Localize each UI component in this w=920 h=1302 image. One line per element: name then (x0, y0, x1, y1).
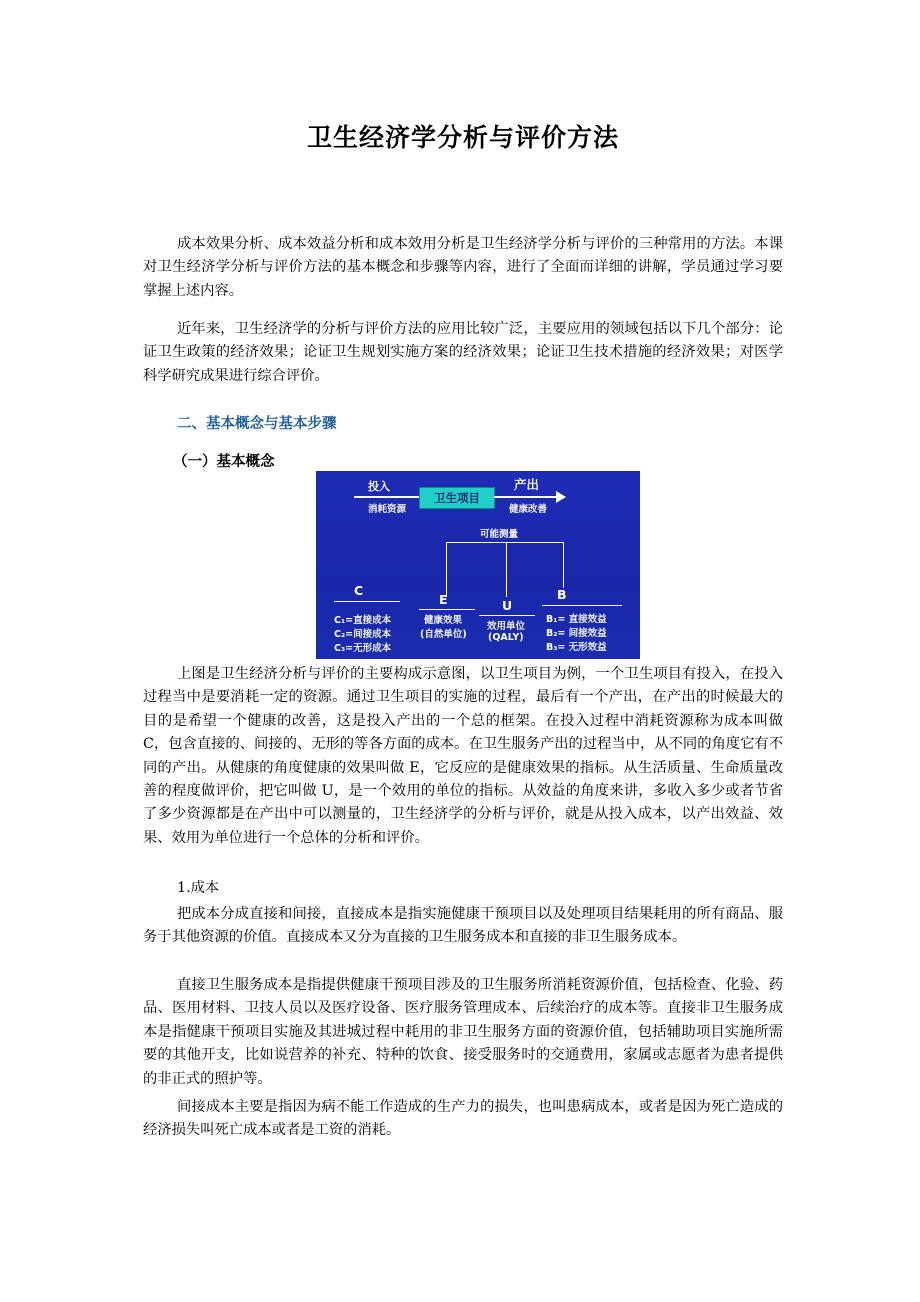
diagram-project-box: 卫生项目 (419, 487, 495, 509)
diagram-b-line-3: B₃= 无形效益 (546, 642, 607, 653)
diagram-b-underline (542, 605, 622, 606)
section-heading-basic-concepts-steps: 二、基本概念与基本步骤 (177, 416, 337, 432)
intro-paragraph: 成本效果分析、成本效益分析和成本效用分析是卫生经济学分析与评价的三种常用的方法。本课对卫生经济学分析与评价方法的基本概念和步骤等内容，进行了全面而详细的讲解，学员通过学习要掌握上述内容。 (143, 236, 783, 299)
subsection-heading-basic-concepts: （一）基本概念 (173, 454, 275, 470)
diagram-c-line-3: C₃=无形成本 (334, 643, 392, 654)
diagram-b-line-2: B₂= 间接效益 (546, 628, 607, 639)
diagram-bracket-b (563, 542, 564, 588)
item-1-cost-label: 1.成本 (177, 880, 220, 896)
diagram-c-letter: C (354, 583, 364, 598)
diagram-c-underline (334, 601, 400, 602)
diagram-c-line-2: C₂=间接成本 (334, 629, 392, 640)
diagram-input-arrow-line (354, 496, 419, 498)
diagram-e-line-1: 健康效果 (424, 615, 463, 626)
diagram-c-line-1: C₁=直接成本 (334, 615, 392, 626)
diagram-output-arrow-line (494, 496, 560, 498)
diagram-input-label: 投入 (368, 480, 390, 493)
diagram-explanation-paragraph: 上图是卫生经济分析与评价的主要构成示意图，以卫生项目为例，一个卫生项目有投入，在投入过程当中是要消耗一定的资源。通过卫生项目的实施的过程，最后有一个产出，在产出的时候最大的目的是希望一个健康的改善，这是投入产出的一个总的框架。在投入过程中消耗资源称为成本叫做 C，包含直接的、间接的、无形的等各方面的成本。在卫生服务产出的过程当中，从不同的角度它有不同的产出。从健康的角度健康的效果叫做 E，它反应的是健康效果的指标。从生活质量、生命质量改善的程度做评价，把它叫做 U，是一个效用的单位的指标。从效益的角度来讲，多收入多少或者节省了多少资源都是在产出中可以测量的，卫生经济学的分析与评价，就是从投入成本，以产出效益、效果、效用为单位进行一个总体的分析和评价。 (143, 666, 783, 846)
arrow-right-icon (556, 491, 566, 503)
diagram-u-line-2: (QALY) (488, 632, 524, 643)
diagram-input-sub: 消耗资源 (368, 504, 407, 515)
application-paragraph: 近年来，卫生经济学的分析与评价方法的应用比较广泛，主要应用的领域包括以下几个部分：论证卫生政策的经济效果；论证卫生规划实施方案的经济效果；论证卫生技术措施的经济效果；对医学科学研究成果进行综合评价。 (143, 321, 783, 384)
diagram-measurable-label: 可能测量 (480, 529, 519, 540)
direct-costs-paragraph: 直接卫生服务成本是指提供健康干预项目涉及的卫生服务所消耗资源价值，包括检查、化验、药品、医用材料、卫技人员以及医疗设备、医疗服务管理成本、后续治疗的成本等。直接非卫生服务成本是指健康干预项目实施及其进城过程中耗用的非卫生服务方面的资源价值，包括辅助项目实施所需要的其他开支，比如说营养的补充、特种的饮食、接受服务时的交通费用，家属或志愿者为患者提供的非正式的照护等。 (143, 977, 783, 1087)
diagram-b-line-1: B₁= 直接效益 (546, 614, 607, 625)
diagram-e-letter: E (439, 592, 448, 607)
cost-split-paragraph: 把成本分成直接和间接，直接成本是指实施健康干预项目以及处理项目结果耗用的所有商品、服务于其他资源的价值。直接成本又分为直接的卫生服务成本和直接的非卫生服务成本。 (143, 906, 783, 946)
diagram-b-letter: B (557, 587, 567, 602)
diagram-u-line-1: 效用单位 (487, 621, 526, 632)
diagram-output-sub: 健康改善 (509, 504, 548, 515)
diagram-bracket-e (446, 542, 447, 597)
diagram-e-underline (419, 609, 475, 610)
diagram-u-letter: U (502, 598, 513, 613)
diagram-output-label: 产出 (514, 477, 540, 492)
diagram-u-underline (479, 615, 535, 616)
health-economics-framework-diagram (316, 471, 640, 659)
indirect-costs-paragraph: 间接成本主要是指因为病不能工作造成的生产力的损失，也叫患病成本，或者是因为死亡造成的经济损失叫死亡成本或者是工资的消耗。 (143, 1099, 783, 1139)
diagram-bracket-top (446, 542, 564, 543)
diagram-e-line-2: (自然单位) (420, 629, 467, 640)
document-title: 卫生经济学分析与评价方法 (306, 123, 619, 152)
diagram-bracket-u (506, 542, 507, 597)
